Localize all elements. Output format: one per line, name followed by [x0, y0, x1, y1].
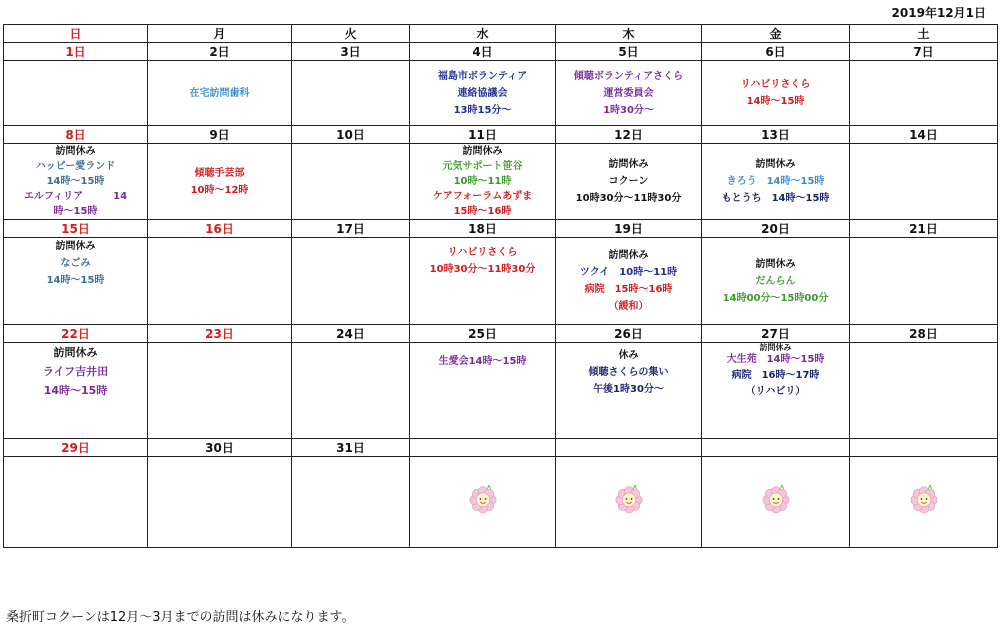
- event-line: 連絡協議会: [457, 87, 508, 99]
- weekday-sat: 土: [850, 25, 998, 43]
- footer-note: 桑折町コクーンは12月～3月までの訪問は休みになります。: [6, 610, 355, 625]
- event-line: だんらん: [755, 275, 796, 287]
- day-number: 31日: [292, 439, 410, 457]
- day-number: 30日: [148, 439, 292, 457]
- day-number: 10日: [292, 126, 410, 144]
- event-line: なごみ: [60, 258, 91, 269]
- day-cell: [4, 238, 148, 325]
- event-line: （リハビリ）: [745, 386, 806, 397]
- week-5-events: [4, 457, 998, 548]
- day-cell: [4, 343, 148, 439]
- event-line: 訪問休み: [608, 250, 649, 261]
- day-cell: [850, 61, 998, 126]
- event-line: 休み: [618, 350, 639, 361]
- event-line: エルフィリア 14: [23, 191, 128, 202]
- day-number: 11日: [410, 126, 556, 144]
- day-cell: [702, 238, 850, 325]
- day-number: 2日: [148, 43, 292, 61]
- event-line: 在宅訪問歯科: [189, 87, 250, 99]
- event-line: 14時～15時: [46, 176, 105, 187]
- day-number: 13日: [702, 126, 850, 144]
- day-number: 19日: [556, 220, 702, 238]
- event-line: コクーン: [608, 176, 649, 187]
- day-cell: [410, 61, 556, 126]
- calendar-table: [3, 24, 998, 548]
- event-line: 10時～12時: [190, 184, 249, 196]
- day-cell: [148, 343, 292, 439]
- event-line: 傾聴手芸部: [194, 167, 245, 179]
- week-4-events: [4, 343, 998, 439]
- weekday-sun: 日: [4, 25, 148, 43]
- flower-illustration: [612, 482, 646, 516]
- event-line: 14時～15時: [46, 275, 105, 286]
- event-line: 福島市ボランティア: [437, 70, 528, 82]
- event-line: 訪問休み: [55, 241, 96, 252]
- day-number: 29日: [4, 439, 148, 457]
- day-cell: [850, 144, 998, 220]
- event-line: 元気サポート笹谷: [442, 161, 523, 172]
- event-line: 14時～15時: [746, 96, 805, 107]
- day-cell: [556, 457, 702, 548]
- weekday-wed: 水: [410, 25, 556, 43]
- day-cell: [148, 144, 292, 220]
- day-number: [850, 439, 998, 457]
- day-cell: [556, 343, 702, 439]
- day-number: 20日: [702, 220, 850, 238]
- day-number: 15日: [4, 220, 148, 238]
- day-cell: [292, 238, 410, 325]
- day-number: 27日: [702, 325, 850, 343]
- event-line: リハビリさくら: [740, 79, 811, 90]
- event-line: 傾聴ボランティアさくら: [573, 70, 684, 82]
- day-cell: [148, 238, 292, 325]
- event-line: 訪問休み: [608, 159, 649, 170]
- event-line: 時～15時: [53, 206, 98, 217]
- event-line: 訪問休み: [755, 159, 796, 170]
- event-line: きろう 14時～15時: [726, 176, 825, 187]
- day-cell: [4, 61, 148, 126]
- day-cell: [292, 144, 410, 220]
- day-cell: [4, 144, 148, 220]
- weekday-header-row: [4, 25, 998, 43]
- day-cell: [292, 457, 410, 548]
- day-cell: [4, 457, 148, 548]
- event-line: 10時～11時: [453, 176, 512, 187]
- event-line: 訪問休み: [759, 343, 792, 352]
- event-line: 13時15分～: [453, 104, 512, 116]
- week-4-dates: [4, 325, 998, 343]
- weekday-mon: 月: [148, 25, 292, 43]
- event-line: 14時00分～15時00分: [722, 292, 829, 304]
- day-number: 18日: [410, 220, 556, 238]
- week-2-events: [4, 144, 998, 220]
- event-line: 訪問休み: [53, 346, 98, 359]
- event-line: 生愛会14時～15時: [438, 356, 527, 367]
- event-line: リハビリさくら: [447, 247, 518, 258]
- event-line: 14時～15時: [43, 384, 108, 397]
- day-cell: [850, 238, 998, 325]
- event-line: 訪問休み: [755, 258, 796, 270]
- event-line: （緩和）: [608, 301, 649, 312]
- event-line: ツクイ 10時～11時: [579, 267, 678, 278]
- day-number: 7日: [850, 43, 998, 61]
- day-cell: [702, 144, 850, 220]
- day-number: 22日: [4, 325, 148, 343]
- day-cell: [292, 343, 410, 439]
- day-cell: [702, 61, 850, 126]
- day-number: 26日: [556, 325, 702, 343]
- day-number: 16日: [148, 220, 292, 238]
- day-cell: [410, 238, 556, 325]
- event-line: ライフ吉井田: [42, 365, 109, 378]
- day-number: 14日: [850, 126, 998, 144]
- event-line: 1時30分～: [603, 104, 654, 116]
- week-2-dates: [4, 126, 998, 144]
- day-cell: [410, 343, 556, 439]
- week-3-events: [4, 238, 998, 325]
- day-cell: [556, 144, 702, 220]
- week-3-dates: [4, 220, 998, 238]
- day-number: 3日: [292, 43, 410, 61]
- day-number: [410, 439, 556, 457]
- day-cell: [292, 61, 410, 126]
- event-line: 病院 16時～17時: [731, 370, 820, 381]
- event-line: 訪問休み: [55, 146, 96, 157]
- event-line: 15時～16時: [453, 206, 512, 217]
- day-number: 8日: [4, 126, 148, 144]
- event-line: 傾聴さくらの集い: [588, 367, 669, 378]
- flower-illustration: [466, 482, 500, 516]
- day-cell: [702, 457, 850, 548]
- weekday-tue: 火: [292, 25, 410, 43]
- day-number: 17日: [292, 220, 410, 238]
- event-line: 10時30分～11時30分: [429, 264, 536, 275]
- date-stamp: 2019年12月1日: [891, 6, 986, 20]
- week-5-dates: [4, 439, 998, 457]
- day-cell: [850, 343, 998, 439]
- week-1-dates: [4, 43, 998, 61]
- weekday-thu: 木: [556, 25, 702, 43]
- event-line: ハッピー愛ランド: [35, 161, 116, 172]
- day-number: 12日: [556, 126, 702, 144]
- day-cell: [148, 457, 292, 548]
- day-cell: [410, 457, 556, 548]
- day-number: 21日: [850, 220, 998, 238]
- event-line: もとうち 14時～15時: [721, 193, 830, 204]
- flower-illustration: [759, 482, 793, 516]
- day-cell: [556, 61, 702, 126]
- day-number: 6日: [702, 43, 850, 61]
- day-number: 23日: [148, 325, 292, 343]
- day-number: 9日: [148, 126, 292, 144]
- day-cell: [702, 343, 850, 439]
- day-cell: [410, 144, 556, 220]
- day-number: 1日: [4, 43, 148, 61]
- day-cell: [148, 61, 292, 126]
- event-line: ケアフォーラムあずま: [432, 191, 533, 202]
- event-line: 訪問休み: [462, 146, 503, 157]
- event-line: 10時30分～11時30分: [575, 193, 682, 204]
- day-number: 28日: [850, 325, 998, 343]
- day-number: 4日: [410, 43, 556, 61]
- day-number: 24日: [292, 325, 410, 343]
- weekday-fri: 金: [702, 25, 850, 43]
- event-line: 運営委員会: [603, 87, 654, 99]
- day-number: [556, 439, 702, 457]
- day-number: [702, 439, 850, 457]
- week-1-events: [4, 61, 998, 126]
- day-number: 25日: [410, 325, 556, 343]
- day-cell: [556, 238, 702, 325]
- event-line: 大生苑 14時～15時: [726, 354, 825, 365]
- event-line: 午後1時30分～: [593, 384, 664, 395]
- flower-illustration: [907, 482, 941, 516]
- day-number: 5日: [556, 43, 702, 61]
- event-line: 病院 15時～16時: [584, 284, 673, 295]
- day-cell: [850, 457, 998, 548]
